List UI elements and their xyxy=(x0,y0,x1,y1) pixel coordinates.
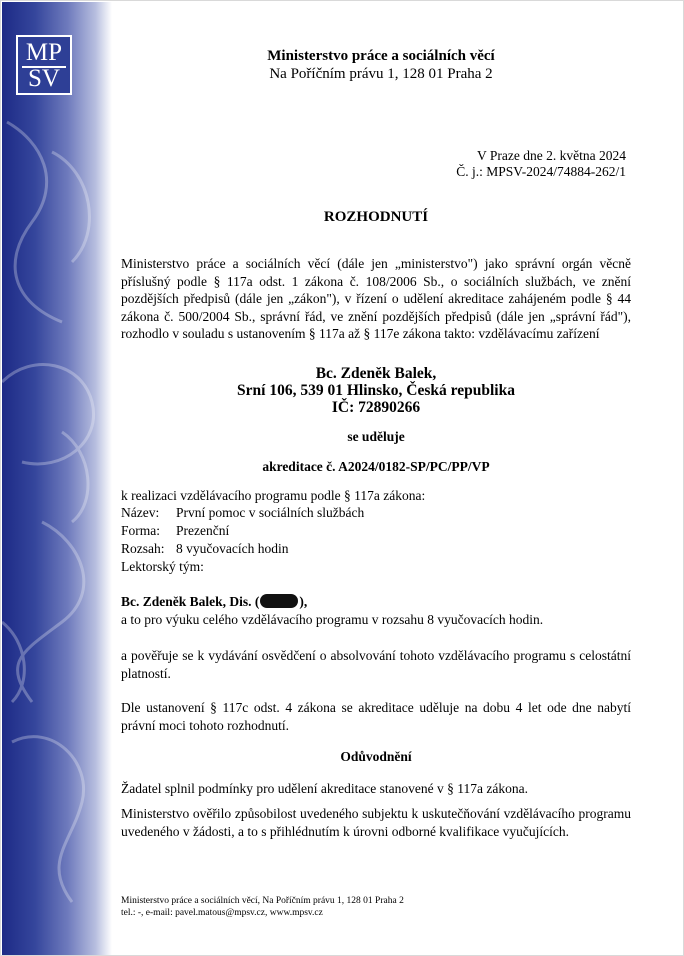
program-row-label: Rozsah: xyxy=(121,541,165,556)
intro-paragraph: Ministerstvo práce a sociálních věcí (dále jen „ministerstvo") jako správní orgán věcně příslušný podle § 117a odst. 1 zákona č. 108/2006 Sb., o sociálních službách, ve znění pozdějších předpisů (dále jen „zákon"), v řízení o udělení akreditace zahájeném podle § 44 zákona č. 500/2004 Sb., správní řád, ve znění pozdějších předpisů (dále jen „správní řád"), rozhodlo v souladu s ustanovením § 117a až § 117e zákona takto: vzdělávacímu zařízení xyxy=(121,256,631,342)
logo-line-2: SV xyxy=(28,65,60,92)
footer-address: Ministerstvo práce a sociálních věcí, Na Poříčním právu 1, 128 01 Praha 2 xyxy=(121,896,404,906)
validity-paragraph: Dle ustanovení § 117c odst. 4 zákona se akreditace uděluje na dobu 4 let ode dne nabytí právní moci tohoto rozhodnutí. xyxy=(121,700,631,733)
reference-number: Č. j.: MPSV-2024/74884-262/1 xyxy=(456,164,626,179)
redaction-mark xyxy=(260,594,298,608)
header-address: Na Poříčním právu 1, 128 01 Praha 2 xyxy=(269,66,493,82)
mpsv-logo xyxy=(16,35,72,95)
lecturer-suffix: ), xyxy=(299,594,308,609)
recipient-ic: IČ: 72890266 xyxy=(331,399,421,416)
program-row-label: Název: xyxy=(121,505,160,520)
program-row-value: První pomoc v sociálních službách xyxy=(176,505,365,520)
program-row-value: 8 vyučovacích hodin xyxy=(176,541,289,556)
date-line: V Praze dne 2. května 2024 xyxy=(477,148,626,163)
reasoning-paragraph: Ministerstvo ověřilo způsobilost uvedeného subjektu k uskutečňování vzdělávacího programu uvedeného v žádosti, a to s přihlédnutím k úrovni odborné kvalifikace vyučujících. xyxy=(121,806,631,839)
team-label: Lektorský tým: xyxy=(121,559,204,574)
program-row-label: Forma: xyxy=(121,523,160,538)
footer-contact: tel.: -, e-mail: pavel.matous@mpsv.cz, www.mpsv.cz xyxy=(121,908,323,918)
program-row-value: Prezenční xyxy=(176,523,230,538)
reasoning-heading: Odůvodnění xyxy=(340,749,412,764)
logo-line-1: MP xyxy=(25,39,63,66)
program-row-scope xyxy=(121,541,288,557)
program-intro: k realizaci vzdělávacího programu podle § 117a zákona: xyxy=(121,488,426,503)
recipient-name: Bc. Zdeněk Balek, xyxy=(315,365,437,382)
accreditation-number: akreditace č. A2024/0182-SP/PC/PP/VP xyxy=(262,459,490,474)
document-title: ROZHODNUTÍ xyxy=(323,209,429,225)
authorization-paragraph: a pověřuje se k vydávání osvědčení o absolvování tohoto vzdělávacího programu s celostátní platností. xyxy=(121,648,631,681)
decorative-sidebar xyxy=(2,2,112,955)
lecturer-name: Bc. Zdeněk Balek, Dis. ( xyxy=(121,594,260,609)
program-row-name xyxy=(121,505,364,521)
recipient-address: Srní 106, 539 01 Hlinsko, Česká republika xyxy=(237,382,515,399)
program-row-form xyxy=(121,523,229,539)
lecturer-scope: a to pro výuku celého vzdělávacího programu v rozsahu 8 vyučovacích hodin. xyxy=(121,612,544,627)
lecturer-line xyxy=(121,594,307,610)
grant-phrase: se uděluje xyxy=(347,429,405,444)
reasoning-line-1: Žadatel splnil podmínky pro udělení akreditace stanovené v § 117a zákona. xyxy=(121,781,528,796)
header-organization: Ministerstvo práce a sociálních věcí xyxy=(267,48,495,64)
sidebar-pattern xyxy=(2,2,112,955)
